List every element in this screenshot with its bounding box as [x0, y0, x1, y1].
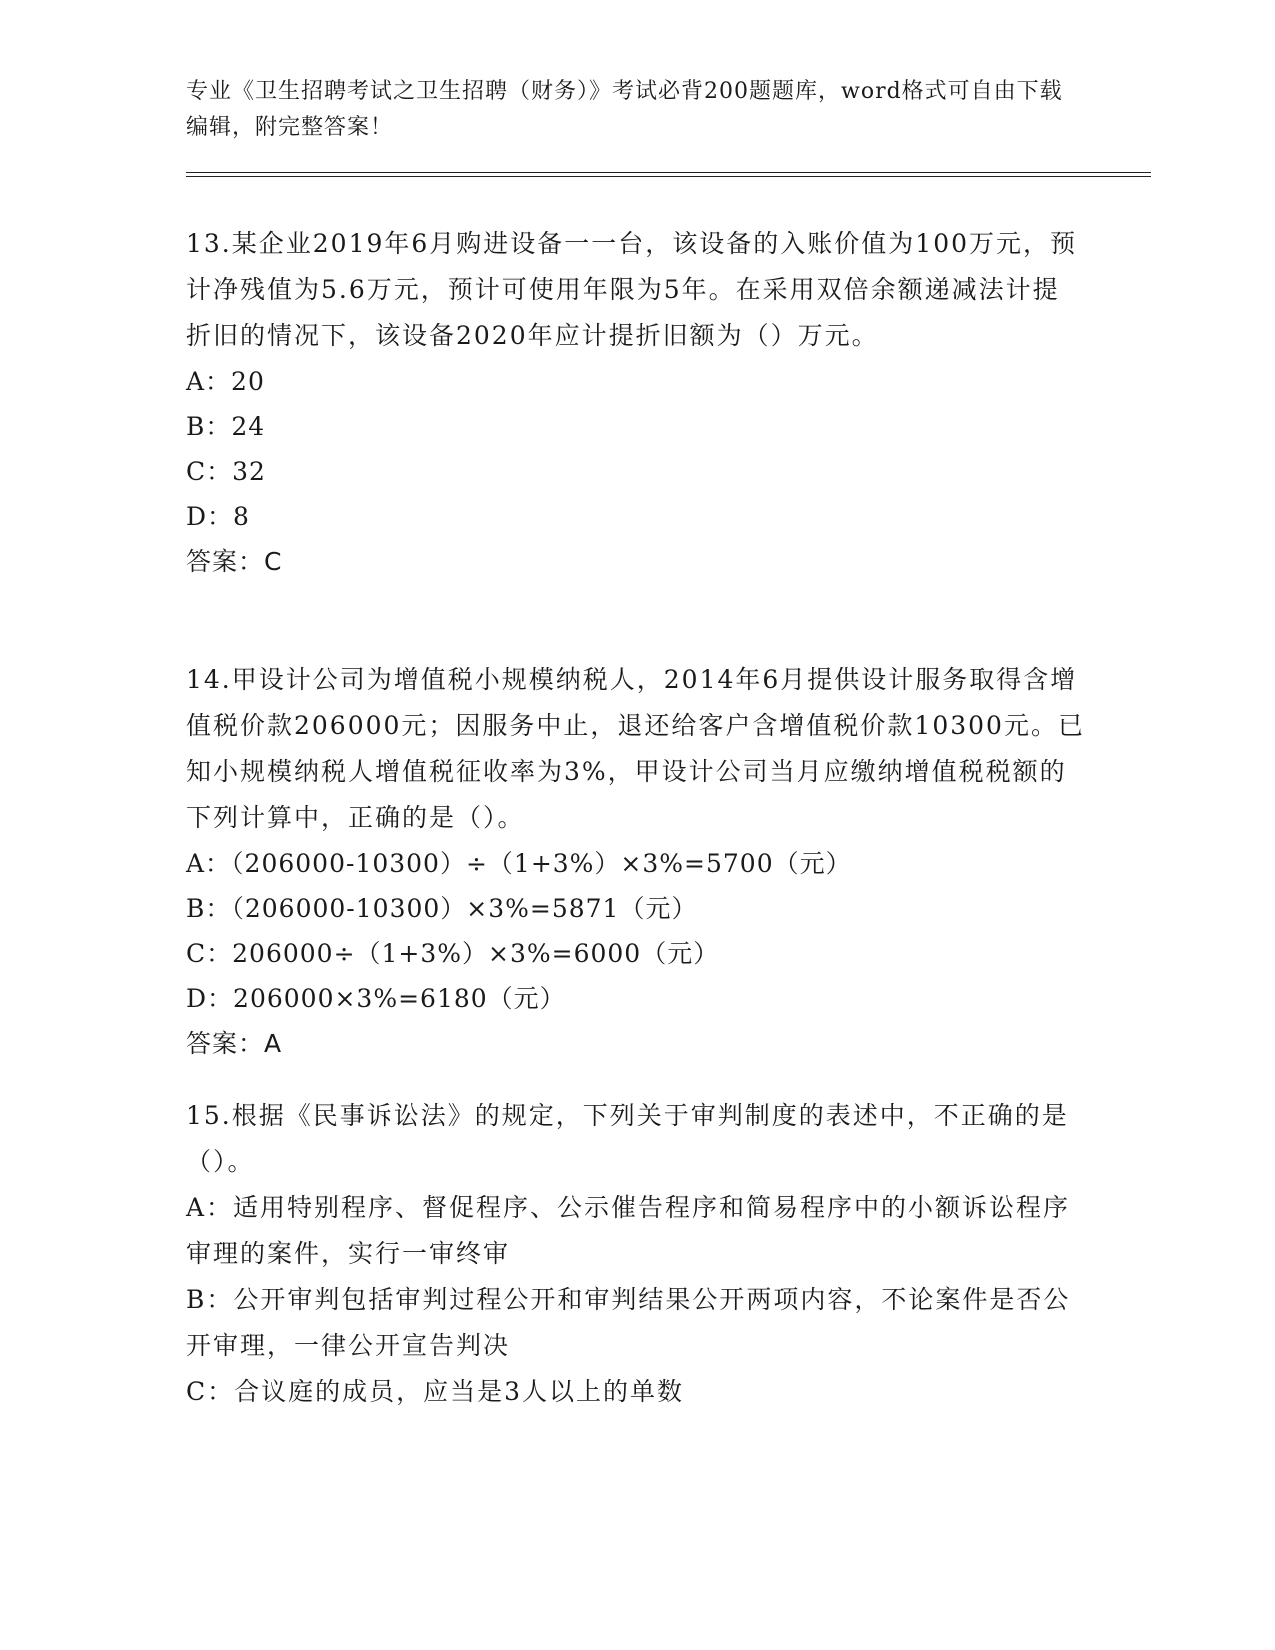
- option-a: A：适用特别程序、督促程序、公示催告程序和简易程序中的小额诉讼程序审理的案件，实行一审终审: [186, 1193, 1071, 1268]
- option-c: C：合议庭的成员，应当是3人以上的单数: [186, 1377, 685, 1406]
- header-divider-bottom: [186, 176, 1151, 177]
- answer-label: 答案：C: [186, 547, 283, 576]
- document-header: 专业《卫生招聘考试之卫生招聘（财务）》考试必背200题题库，word格式可自由下载编辑，附完整答案！: [186, 79, 1063, 140]
- option-a: A：20: [186, 367, 265, 396]
- option-d: D：206000×3%=6180（元）: [186, 984, 566, 1013]
- question-stem: 15.根据《民事诉讼法》的规定，下列关于审判制度的表述中，不正确的是（）。: [186, 1101, 1069, 1176]
- question-13: [186, 221, 1086, 585]
- header-divider-top: [186, 172, 1151, 173]
- question-14: [186, 657, 1086, 1067]
- option-d: D：8: [186, 502, 250, 531]
- option-c: C：32: [186, 457, 266, 486]
- option-b: B：公开审判包括审判过程公开和审判结果公开两项内容，不论案件是否公开审理，一律公开宣告判决: [186, 1285, 1071, 1360]
- question-15: [186, 1093, 1086, 1415]
- option-a: A：（206000-10300）÷（1+3%）×3%=5700（元）: [186, 849, 852, 878]
- answer-label: 答案：A: [186, 1029, 283, 1058]
- option-c: C：206000÷（1+3%）×3%=6000（元）: [186, 939, 720, 968]
- question-stem: 14.甲设计公司为增值税小规模纳税人，2014年6月提供设计服务取得含增值税价款206000元；因服务中止，退还给客户含增值税价款10300元。已知小规模纳税人增值税征收率为3%，甲设计公司当月应缴纳增值税税额的下列计算中，正确的是（）。: [186, 665, 1085, 832]
- option-b: B：（206000-10300）×3%=5871（元）: [186, 894, 698, 923]
- option-b: B：24: [186, 412, 266, 441]
- question-stem: 13.某企业2019年6月购进设备一一台，该设备的入账价值为100万元，预计净残值为5.6万元，预计可使用年限为5年。在采用双倍余额递减法计提折旧的情况下，该设备2020年应计提折旧额为（）万元。: [186, 229, 1078, 350]
